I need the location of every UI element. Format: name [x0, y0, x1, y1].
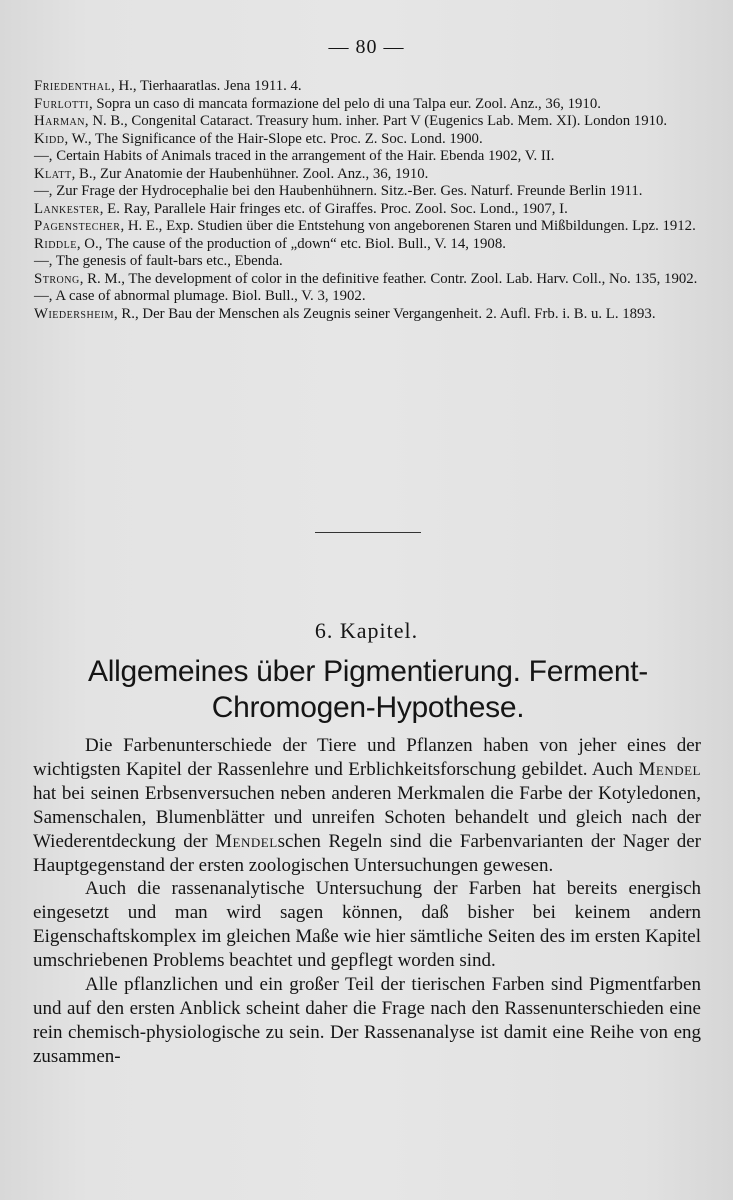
reference-entry — [34, 218, 709, 236]
reference-text: , O., The cause of the production of „down“ etc. Biol. Bull., V. 14, 1908. — [76, 235, 506, 252]
reference-entry — [34, 253, 709, 271]
reference-entry — [34, 113, 709, 131]
paragraph-text: hat bei seinen Erbsenversuchen neben anderen Merkmalen die Farbe der Kotyledonen, Samenschalen, Blumenblätter und unreifen Schoten behandelt und gleich nach der Wiederentdeckung der — [33, 782, 701, 852]
paragraph-text: Die Farbenunterschiede der Tiere und Pflanzen haben von jeher eines der wichtigsten Kapitel der Rassenlehre und Erblichkeitsforschung gebildet. Auch — [33, 735, 701, 780]
reference-text: , W., The Significance of the Hair-Slope etc. Proc. Z. Soc. Lond. 1900. — [64, 130, 483, 147]
reference-author: Friedenthal — [34, 78, 112, 94]
reference-entry — [34, 201, 709, 219]
reference-text: —, Zur Frage der Hydrocephalie bei den Haubenhühnern. Sitz.-Ber. Ges. Naturf. Freunde Berlin 1911. — [34, 183, 643, 199]
author-name: Mendel — [215, 830, 278, 852]
reference-entry — [34, 131, 709, 149]
reference-author: Lankester — [34, 200, 100, 217]
paragraph-text: schen Regeln sind die Farbenvarianten der Nager der Hauptgegenstand der ersten zoologischen Untersuchungen gewesen. — [33, 830, 702, 876]
reference-entry — [34, 96, 709, 114]
reference-entry — [34, 166, 709, 184]
author-name: Mendel — [638, 758, 701, 780]
reference-text: , R. M., The development of color in the definitive feather. Contr. Zool. Lab. Harv. Coll., No. 135, 1902. — [79, 270, 698, 287]
reference-author: Riddle — [34, 235, 77, 252]
chapter-label: 6. Kapitel. — [314, 618, 419, 643]
page-number: — 80 — — [328, 36, 405, 58]
reference-author: Furlotti — [34, 95, 89, 112]
reference-author: Wiedersheim — [34, 305, 115, 322]
reference-text: —, A case of abnormal plumage. Biol. Bull., V. 3, 1902. — [34, 288, 366, 304]
reference-text: , N. B., Congenital Cataract. Treasury hum. inher. Part V (Eugenics Lab. Mem. XI). London 1910. — [84, 113, 668, 129]
reference-text: , R., Der Bau der Menschen als Zeugnis seiner Vergangenheit. 2. Aufl. Frb. i. B. u. L. 1893. — [114, 305, 656, 322]
paragraph: Alle pflanzlichen und ein großer Teil der tierischen Farben sind Pigmentfarben und auf den ersten Anblick scheint daher die Frage nach den Rassenunterschieden eine rein chemisch-physiologische zu sein. Der Rassenanalyse ist damit eine Reihe von eng zusammen- — [33, 974, 701, 1067]
reference-entry — [34, 148, 709, 166]
reference-text: —, Certain Habits of Animals traced in the arrangement of the Hair. Ebenda 1902, V. II. — [34, 148, 555, 164]
paragraph — [33, 734, 701, 877]
reference-author: Pagenstecher — [34, 218, 121, 234]
chapter-body — [33, 734, 701, 1069]
reference-text: , E. Ray, Parallele Hair fringes etc. of Giraffes. Proc. Zool. Soc. Lond., 1907, I. — [99, 200, 568, 217]
section-divider — [315, 532, 421, 533]
reference-entry — [34, 78, 709, 96]
reference-author: Harman — [34, 113, 85, 129]
reference-entry — [34, 236, 709, 254]
reference-text: , B., Zur Anatomie der Haubenhühner. Zool. Anz., 36, 1910. — [71, 165, 429, 182]
reference-author: Strong — [34, 270, 80, 287]
reference-entry — [34, 183, 709, 201]
reference-list — [34, 78, 709, 323]
reference-text: —, The genesis of fault-bars etc., Ebenda. — [34, 253, 283, 269]
reference-entry — [34, 271, 709, 289]
reference-author: Kidd — [34, 130, 65, 147]
reference-author: Klatt — [34, 165, 72, 182]
reference-text: , Sopra un caso di mancata formazione del pelo di una Talpa eur. Zool. Anz., 36, 1910. — [89, 95, 601, 112]
paragraph: Auch die rassenanalytische Untersuchung der Farben hat bereits energisch eingesetzt und man wird sagen können, daß bisher bei keinem andern Eigenschaftskomplex im gleichen Maße wie hier sämtliche Seiten des im ersten Kapitel umschriebenen Problems beachtet und gepflegt worden sind. — [33, 878, 701, 972]
reference-text: , H., Tierhaaratlas. Jena 1911. 4. — [111, 78, 302, 94]
reference-entry — [34, 288, 709, 306]
reference-text: , H. E., Exp. Studien über die Entstehung von angeborenen Staren und Mißbildungen. Lpz. 1912. — [120, 218, 696, 234]
reference-entry — [34, 306, 709, 324]
chapter-title: Allgemeines über Pigmentierung. Ferment-Chromogen-Hypothese. — [88, 655, 648, 724]
